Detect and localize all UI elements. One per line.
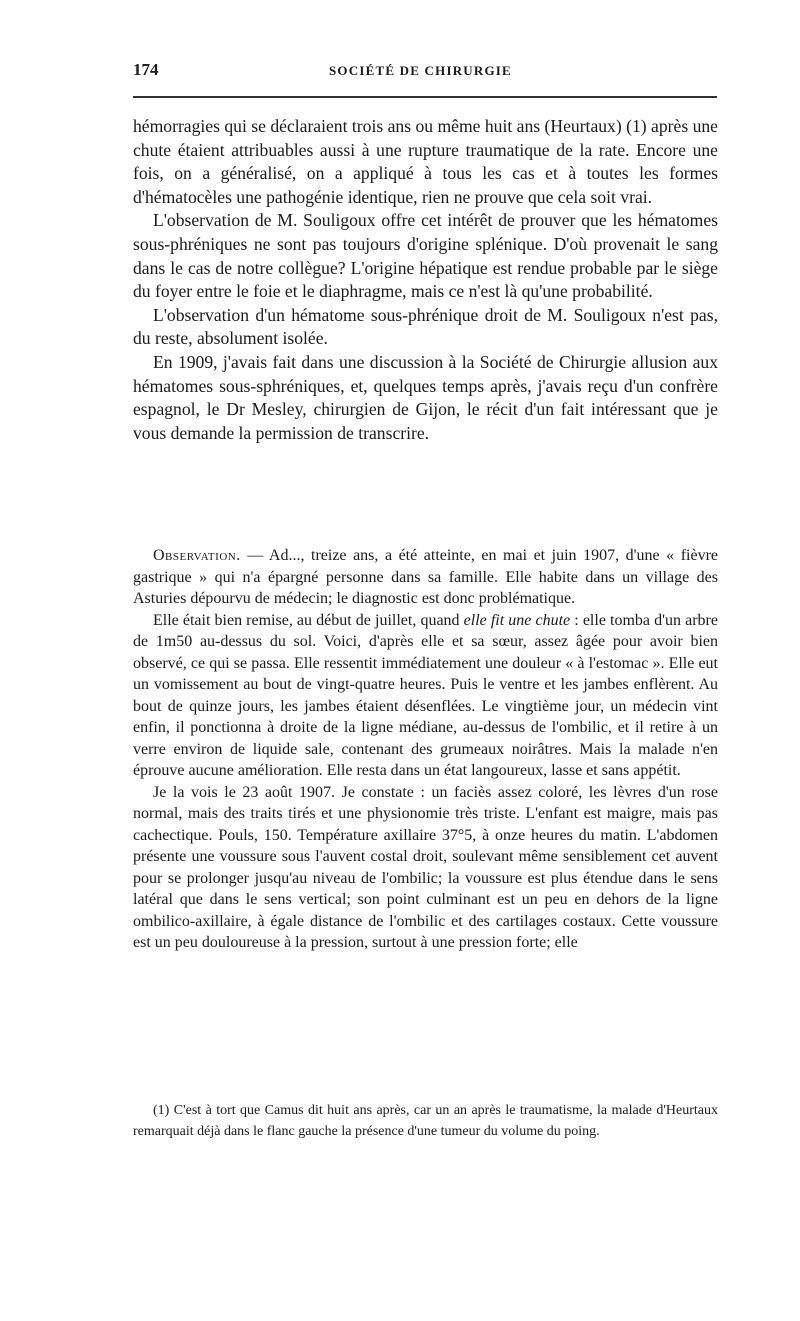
paragraph: L'observation de M. Souligoux offre cet intérêt de prouver que les hématomes sous-phréniques ne sont pas toujours d'origine splénique. D'où provenait le sang dans le cas de notre collègue? L'origine hépatique est rendue probable par le siège du foyer entre le foie et le diaphragme, mais ce n'est là qu'une probabilité. xyxy=(133,210,718,302)
page-number: 174 xyxy=(133,60,159,79)
observation-paragraph xyxy=(133,610,718,782)
header-rule xyxy=(133,96,717,98)
emphasis-text: elle fit une chute xyxy=(463,611,571,629)
paragraph: L'observation d'un hématome sous-phrénique droit de M. Souligoux n'est pas, du reste, absolument isolée. xyxy=(133,304,718,349)
footnote xyxy=(133,1100,718,1142)
observation-paragraph: Je la vois le 23 août 1907. Je constate : un faciès assez coloré, les lèvres d'un rose normal, mais des traits tirés et une physionomie très triste. L'enfant est maigre, mais pas cachectique. Pouls, 150. Température axillaire 37°5, à onze heures du matin. L'abdomen présente une voussure sous l'auvent costal droit, soulevant même sensiblement cet auvent pour se prolonger jusqu'au niveau de l'ombilic; la voussure est plus étendue dans le sens latéral que dans le sens vertical; son point culminant est un peu en dehors de la ligne ombilico-axillaire, à égale distance de l'ombilic et des cartilages costaux. Cette voussure est un peu douloureuse à la pression, surtout à une pression forte; elle xyxy=(133,783,718,951)
observation-label: Observation. xyxy=(153,547,241,564)
observation-paragraph xyxy=(133,545,718,610)
observation-text: — Ad..., treize ans, a été atteinte, en mai et juin 1907, d'une « fièvre gastrique » qui n'a épargné personne dans sa famille. Elle habite dans un village des Asturies dépourvu de médecin; le diagnostic est donc problématique. xyxy=(133,547,718,607)
main-text xyxy=(133,115,718,445)
paragraph: En 1909, j'avais fait dans une discussion à la Société de Chirurgie allusion aux hématomes sous-sphréniques, et, quelques temps après, j'avais reçu d'un confrère espagnol, le Dr Mesley, chirurgien de Gijon, le récit d'un fait intéressant que je vous demande la permission de transcrire. xyxy=(133,351,718,443)
paragraph: hémorragies qui se déclaraient trois ans ou même huit ans (Heurtaux) (1) après une chute étaient attribuables aussi à une rupture traumatique de la rate. Encore une fois, on a généralisé, on a appliqué à tous les cas et à toutes les formes d'hématocèles une pathogénie identique, rien ne prouve que cela soit vrai. xyxy=(133,116,718,207)
running-head: SOCIÉTÉ DE CHIRURGIE xyxy=(329,63,512,78)
observation-text: : elle tomba d'un arbre de 1m50 au-dessus du sol. Voici, d'après elle et sa sœur, assez âgée pour avoir bien observé, ce qui se passa. Elle ressentit immédiatement une douleur « à l'estomac ». Elle eut un vomissement au bout de vingt-quatre heures. Puis le ventre et les jambes enflèrent. Au bout de quinze jours, les jambes étaient désenflées. Le vingtième jour, un médecin vint enfin, il ponctionna à droite de la ligne médiane, au-dessus de l'ombilic, et il retire à un verre environ de liquide sale, contenant des grumeaux noirâtres. Mais la malade n'en éprouve aucune amélioration. Elle resta dans un état langoureux, lasse et sans appétit. xyxy=(133,611,718,779)
footnote-text: (1) C'est à tort que Camus dit huit ans après, car un an après le traumatisme, la malade d'Heurtaux remarquait déjà dans le flanc gauche la présence d'une tumeur du volume du poing. xyxy=(133,1103,718,1139)
page-header xyxy=(133,60,717,82)
observation-text: Elle était bien remise, au début de juillet, quand xyxy=(153,611,464,629)
observation-section xyxy=(133,545,718,954)
